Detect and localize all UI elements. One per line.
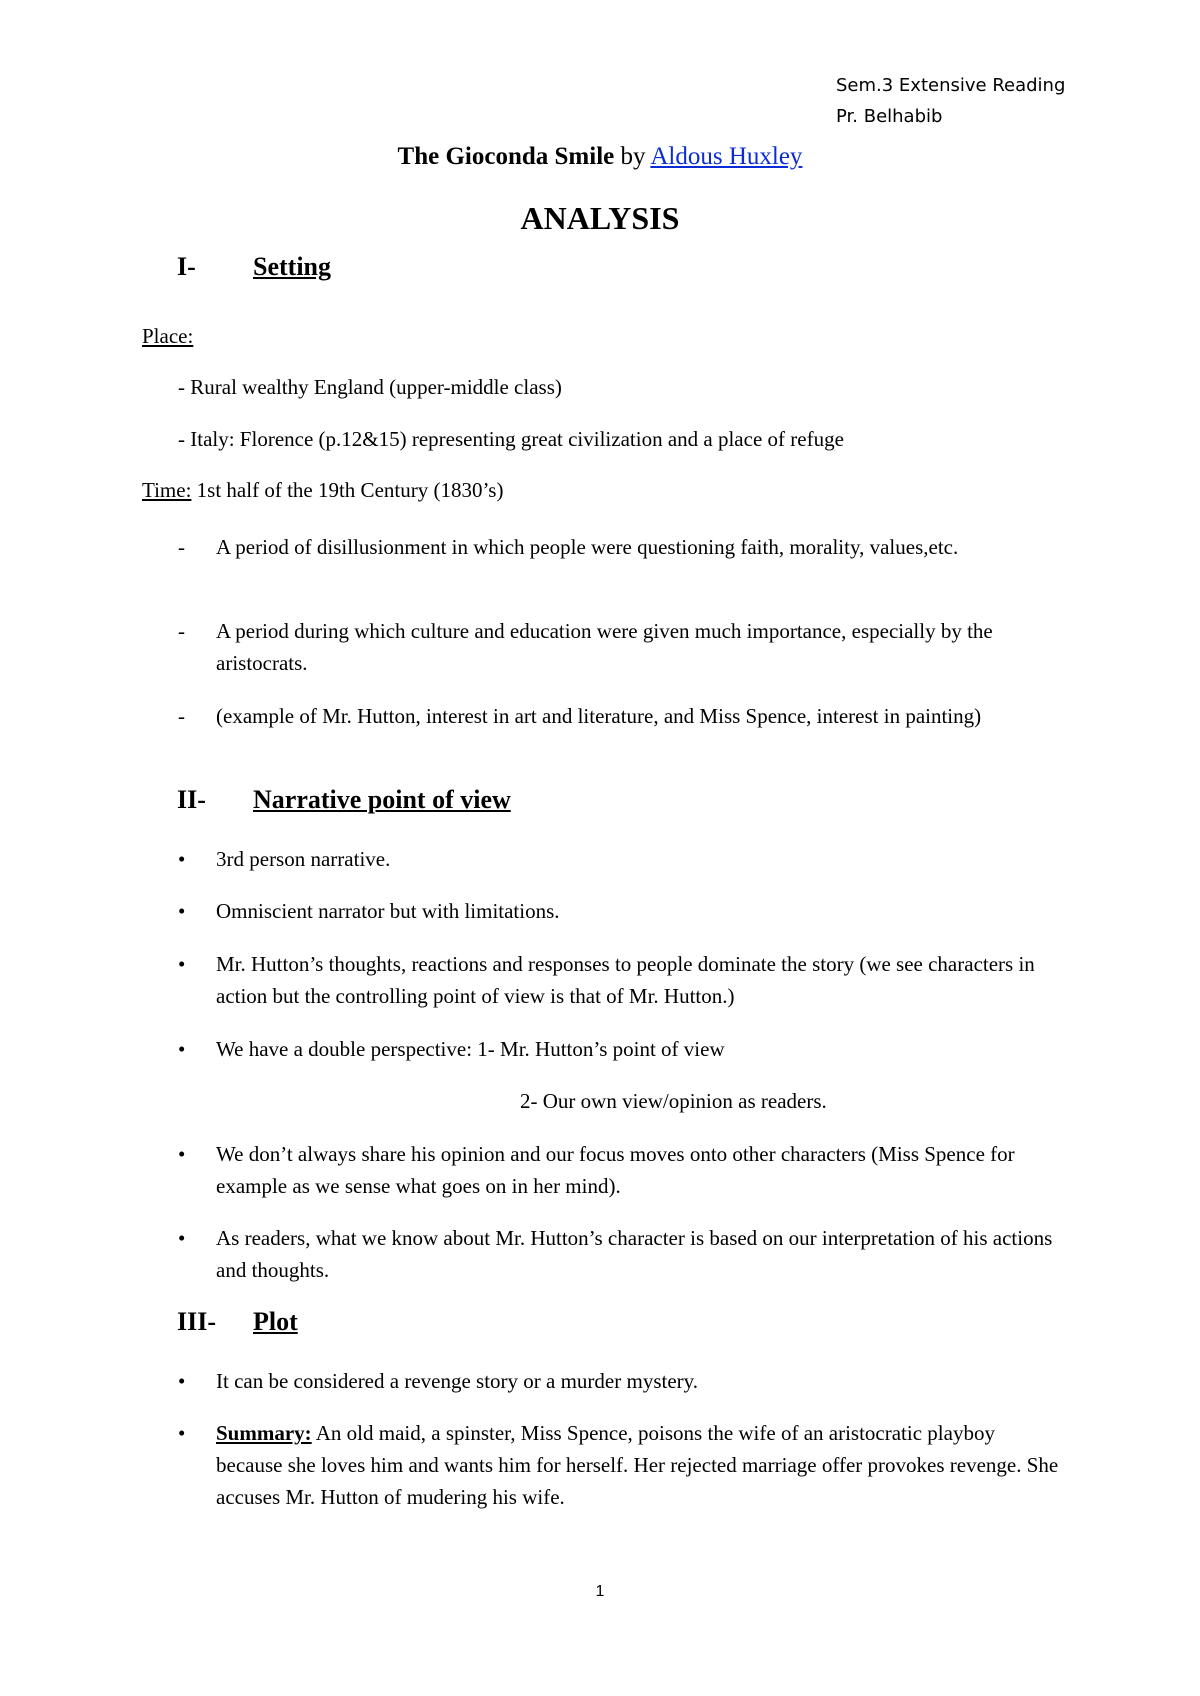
dash-marker: - — [178, 704, 185, 728]
narrative-bullet: As readers, what we know about Mr. Hutton’s character is based on our interpretation of his actions and thoughts. — [216, 1226, 1053, 1282]
section-number: I- — [177, 252, 196, 281]
time-item: A period during which culture and education were given much importance, especially by the aristocrats. — [216, 619, 993, 675]
summary-label: Summary: — [216, 1421, 312, 1445]
section-title: Plot — [253, 1307, 298, 1336]
perspective-two: 2- Our own view/opinion as readers. — [520, 1089, 827, 1113]
narrative-bullet: Omniscient narrator but with limitations. — [216, 899, 560, 923]
dash-marker: - — [178, 535, 185, 559]
narrative-bullet: We have a double perspective: 1- Mr. Hutton’s point of view — [216, 1037, 725, 1061]
section-title: Setting — [253, 252, 331, 281]
time-item: (example of Mr. Hutton, interest in art and literature, and Miss Spence, interest in painting) — [216, 704, 982, 728]
time-item: A period of disillusionment in which people were questioning faith, morality, values,etc. — [216, 535, 959, 559]
narrative-bullet: 3rd person narrative. — [216, 847, 391, 871]
bullet-marker: • — [178, 1037, 186, 1061]
bullet-marker: • — [178, 899, 186, 923]
header-professor: Pr. Belhabib — [836, 106, 943, 127]
plot-bullet: It can be considered a revenge story or a murder mystery. — [216, 1369, 699, 1393]
place-item: - Italy: Florence (p.12&15) representing great civilization and a place of refuge — [178, 427, 844, 451]
section-heading-setting — [177, 252, 331, 282]
section-heading-plot — [177, 1307, 298, 1337]
place-item: - Rural wealthy England (upper-middle class) — [178, 375, 562, 399]
section-number: II- — [177, 785, 206, 814]
bullet-marker: • — [178, 1142, 186, 1166]
analysis-heading: ANALYSIS — [520, 200, 680, 236]
time-label: Time: — [142, 478, 192, 502]
narrative-bullet: Mr. Hutton’s thoughts, reactions and responses to people dominate the story (we see characters in action but the controlling point of view is that of Mr. Hutton.) — [216, 952, 1035, 1008]
dash-marker: - — [178, 619, 185, 643]
time-text: 1st half of the 19th Century (1830’s) — [191, 478, 504, 502]
bullet-marker: • — [178, 1369, 186, 1393]
document-title — [0, 143, 1200, 171]
narrative-bullet: We don’t always share his opinion and our focus moves onto other characters (Miss Spence for example as we sense what goes on in her mind). — [216, 1142, 1015, 1198]
bullet-marker: • — [178, 847, 186, 871]
plot-summary — [216, 1417, 1066, 1513]
bullet-marker: • — [178, 1226, 186, 1250]
bullet-marker: • — [178, 1421, 186, 1445]
place-label: Place: — [142, 324, 194, 348]
page-number: 1 — [595, 1583, 605, 1600]
header-course: Sem.3 Extensive Reading — [836, 75, 1066, 96]
section-title: Narrative point of view — [253, 785, 511, 814]
author-link[interactable]: Aldous Huxley — [650, 143, 803, 170]
title-by: by — [614, 143, 651, 170]
time-line — [142, 474, 503, 506]
section-number: III- — [177, 1307, 217, 1336]
section-heading-narrative — [177, 785, 511, 815]
summary-text: An old maid, a spinster, Miss Spence, poisons the wife of an aristocratic playboy because she loves him and wants him for herself. Her rejected marriage offer provokes revenge. She accuses Mr. Hutton of mudering his wife. — [216, 1421, 1059, 1509]
page-header — [836, 70, 1065, 132]
title-text: The Gioconda Smile — [397, 143, 615, 170]
bullet-marker: • — [178, 952, 186, 976]
